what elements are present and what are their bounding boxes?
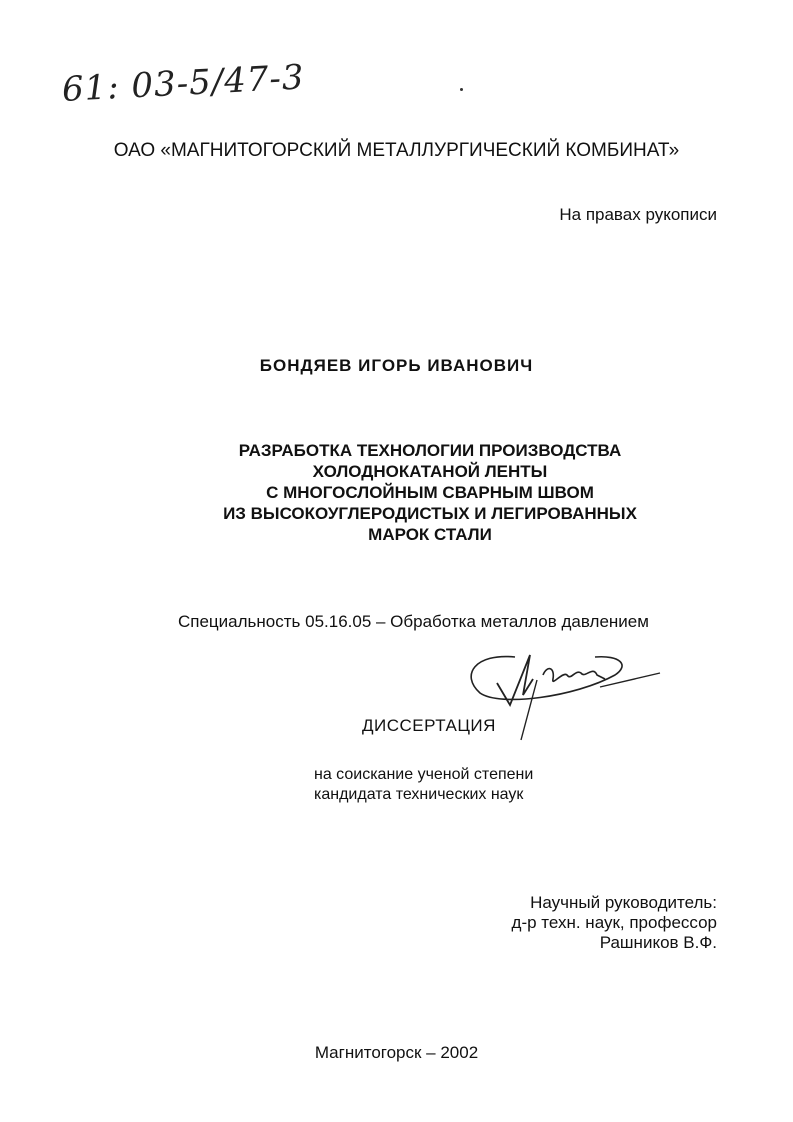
ink-dot [460, 88, 463, 91]
title-line: МАРОК СТАЛИ [368, 525, 492, 544]
dissertation-title [150, 440, 710, 545]
advisor-line: Научный руководитель: [530, 893, 717, 912]
title-line: ХОЛОДНОКАТАНОЙ ЛЕНТЫ [312, 462, 548, 481]
scientific-advisor [512, 893, 717, 953]
advisor-line: д-р техн. наук, профессор [511, 913, 717, 932]
title-line: РАЗРАБОТКА ТЕХНОЛОГИИ ПРОИЗВОДСТВА [238, 441, 622, 460]
advisor-line: Рашников В.Ф. [599, 933, 717, 952]
degree-line: кандидата технических наук [314, 786, 524, 803]
title-line: ИЗ ВЫСОКОУГЛЕРОДИСТЫХ И ЛЕГИРОВАННЫХ [223, 504, 637, 523]
degree-line: на соискание ученой степени [314, 766, 534, 783]
organization-name: ОАО «МАГНИТОГОРСКИЙ МЕТАЛЛУРГИЧЕСКИЙ КОМБИНАТ» [113, 140, 680, 161]
document-type: ДИССЕРТАЦИЯ [362, 716, 496, 735]
rights-note: На правах рукописи [559, 205, 717, 224]
author-name: БОНДЯЕВ ИГОРЬ ИВАНОВИЧ [259, 356, 534, 375]
degree-statement [314, 765, 533, 805]
specialty: Специальность 05.16.05 – Обработка металлов давлением [178, 612, 649, 631]
handwritten-catalog-note: 61: 03-5/47-3 [60, 57, 306, 110]
title-line: С МНОГОСЛОЙНЫМ СВАРНЫМ ШВОМ [266, 483, 594, 502]
city-year: Магнитогорск – 2002 [314, 1043, 479, 1062]
